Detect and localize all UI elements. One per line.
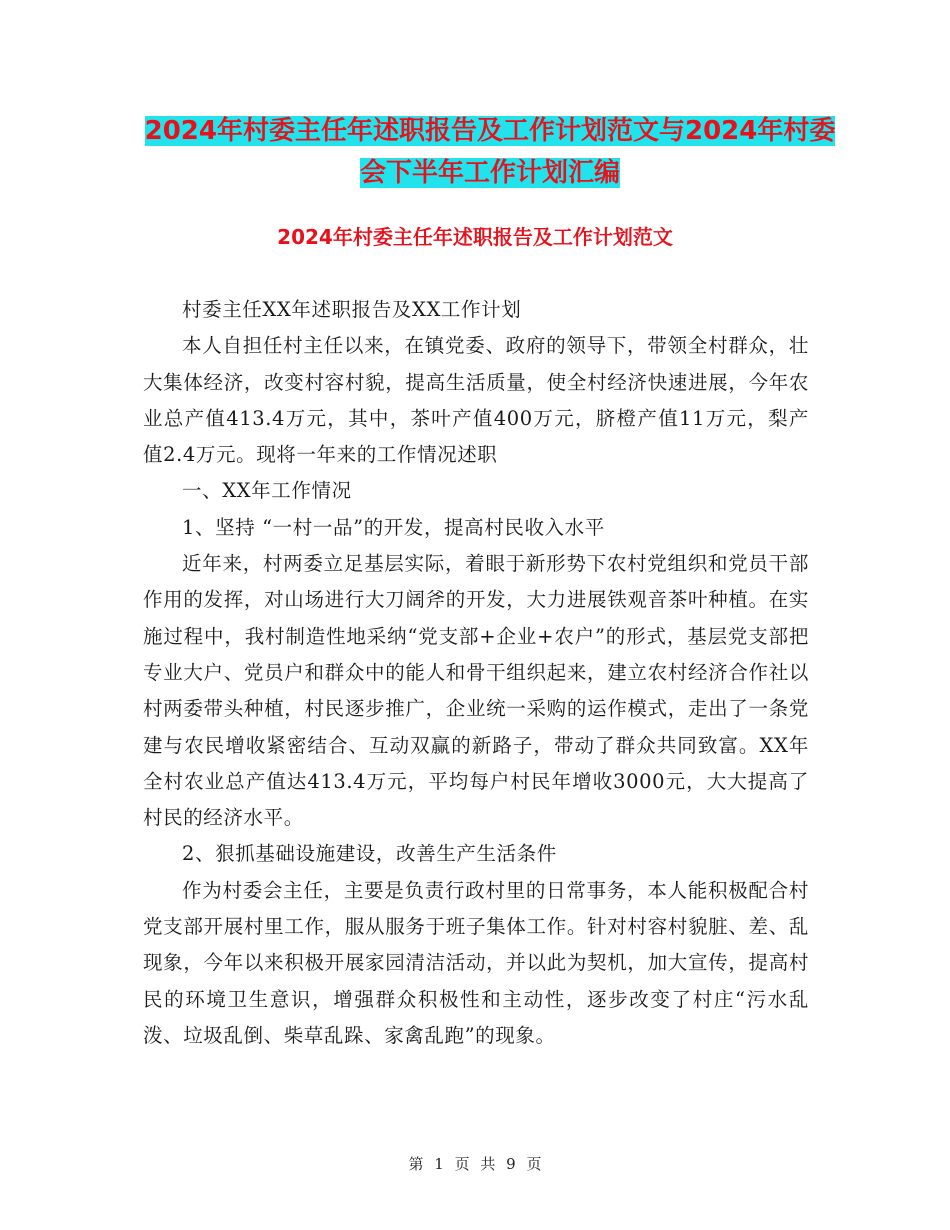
paragraph-report-heading: 村委主任XX年述职报告及XX工作计划 [182, 298, 522, 321]
body-text [143, 292, 809, 1054]
paragraph-item-1-heading: 1、坚持 “一村一品”的开发，提高村民收入水平 [182, 515, 605, 539]
page-footer: 第 1 页 共 9 页 [408, 1155, 542, 1173]
paragraph-item-1-body: 近年来，村两委立足基层实际，着眼于新形势下农村党组织和党员干部作用的发挥，对山场进行大刀阔斧的开发，大力进展铁观音茶叶种植。在实施过程中，我村制造性地采纳“党支部+企业+农户”的形式，基层党支部把专业大户、党员户和群众中的能人和骨干组织起来，建立农村经济合作社以村两委带头种植，村民逐步推广，企业统一采购的运作模式，走出了一条党建与农民增收紧密结合、互动双赢的新路子，带动了群众共同致富。XX年全村农业总产值达413.4万元，平均每户村民年增收3000元，大大提高了村民的经济水平。 [143, 552, 809, 830]
paragraph-item-2-heading: 2、狠抓基础设施建设，改善生产生活条件 [182, 842, 557, 866]
main-title-text: 2024年村委主任年述职报告及工作计划范文与2024年村委会下半年工作计划汇编 [144, 116, 836, 188]
section-title: 2024年村委主任年述职报告及工作计划范文 [277, 225, 673, 249]
paragraph-section-1-heading: 一、XX年工作情况 [182, 479, 352, 503]
paragraph-intro: 本人自担任村主任以来，在镇党委、政府的领导下，带领全村群众，壮大集体经济，改变村容村貌，提高生活质量，使全村经济快速进展，今年农业总产值413.4万元，其中，茶叶产值400万元，脐橙产值11万元，梨产值2.4万元。现将一年来的工作情况述职 [143, 334, 809, 467]
paragraph-item-2-body: 作为村委会主任，主要是负责行政村里的日常事务，本人能积极配合村党支部开展村里工作，服从服务于班子集体工作。针对村容村貌脏、差、乱现象，今年以来积极开展家园清洁活动，并以此为契机，加大宣传，提高村民的环境卫生意识，增强群众积极性和主动性，逐步改变了村庄“污水乱泼、垃圾乱倒、柴草乱跺、家禽乱跑”的现象。 [143, 878, 809, 1047]
main-title [140, 110, 840, 194]
